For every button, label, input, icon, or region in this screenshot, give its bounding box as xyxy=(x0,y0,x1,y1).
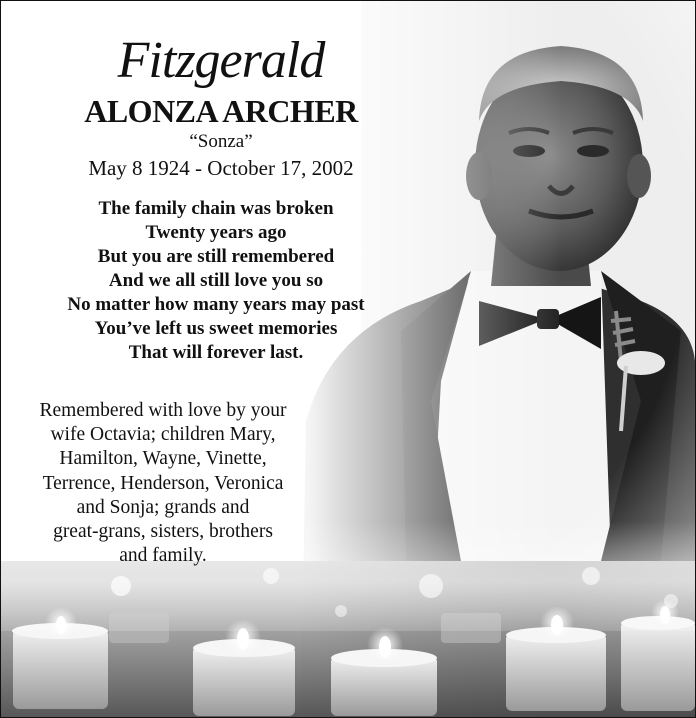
remembrance-line: Remembered with love by your xyxy=(39,400,287,421)
remembrance-line: great-grans, sisters, brothers xyxy=(53,521,273,543)
remembrance-line: and family. xyxy=(119,545,207,567)
poem-line: But you are still remembered xyxy=(97,246,335,267)
poem-line: And we all still love you so xyxy=(108,270,324,291)
remembrance-line: and Sonja; grands and xyxy=(76,496,250,518)
poem xyxy=(21,197,411,365)
remembrance-line: Hamilton, Wayne, Vinette, xyxy=(59,448,267,470)
poem-line: Twenty years ago xyxy=(145,222,287,243)
poem-line: No matter how many years may past xyxy=(67,294,365,315)
life-dates: May 8 1924 - October 17, 2002 xyxy=(88,156,354,180)
remembrance-line: wife Octavia; children Mary, xyxy=(50,424,276,446)
nickname: “Sonza” xyxy=(189,131,253,152)
poem-line: That will forever last. xyxy=(128,342,304,363)
poem-line: You’ve left us sweet memories xyxy=(94,318,338,339)
poem-line: The family chain was broken xyxy=(98,198,334,219)
full-name: ALONZA ARCHER xyxy=(84,93,358,129)
remembrance-text xyxy=(11,399,315,568)
remembrance-line: Terrence, Henderson, Veronica xyxy=(42,472,284,494)
first-name: Fitzgerald xyxy=(117,32,325,89)
